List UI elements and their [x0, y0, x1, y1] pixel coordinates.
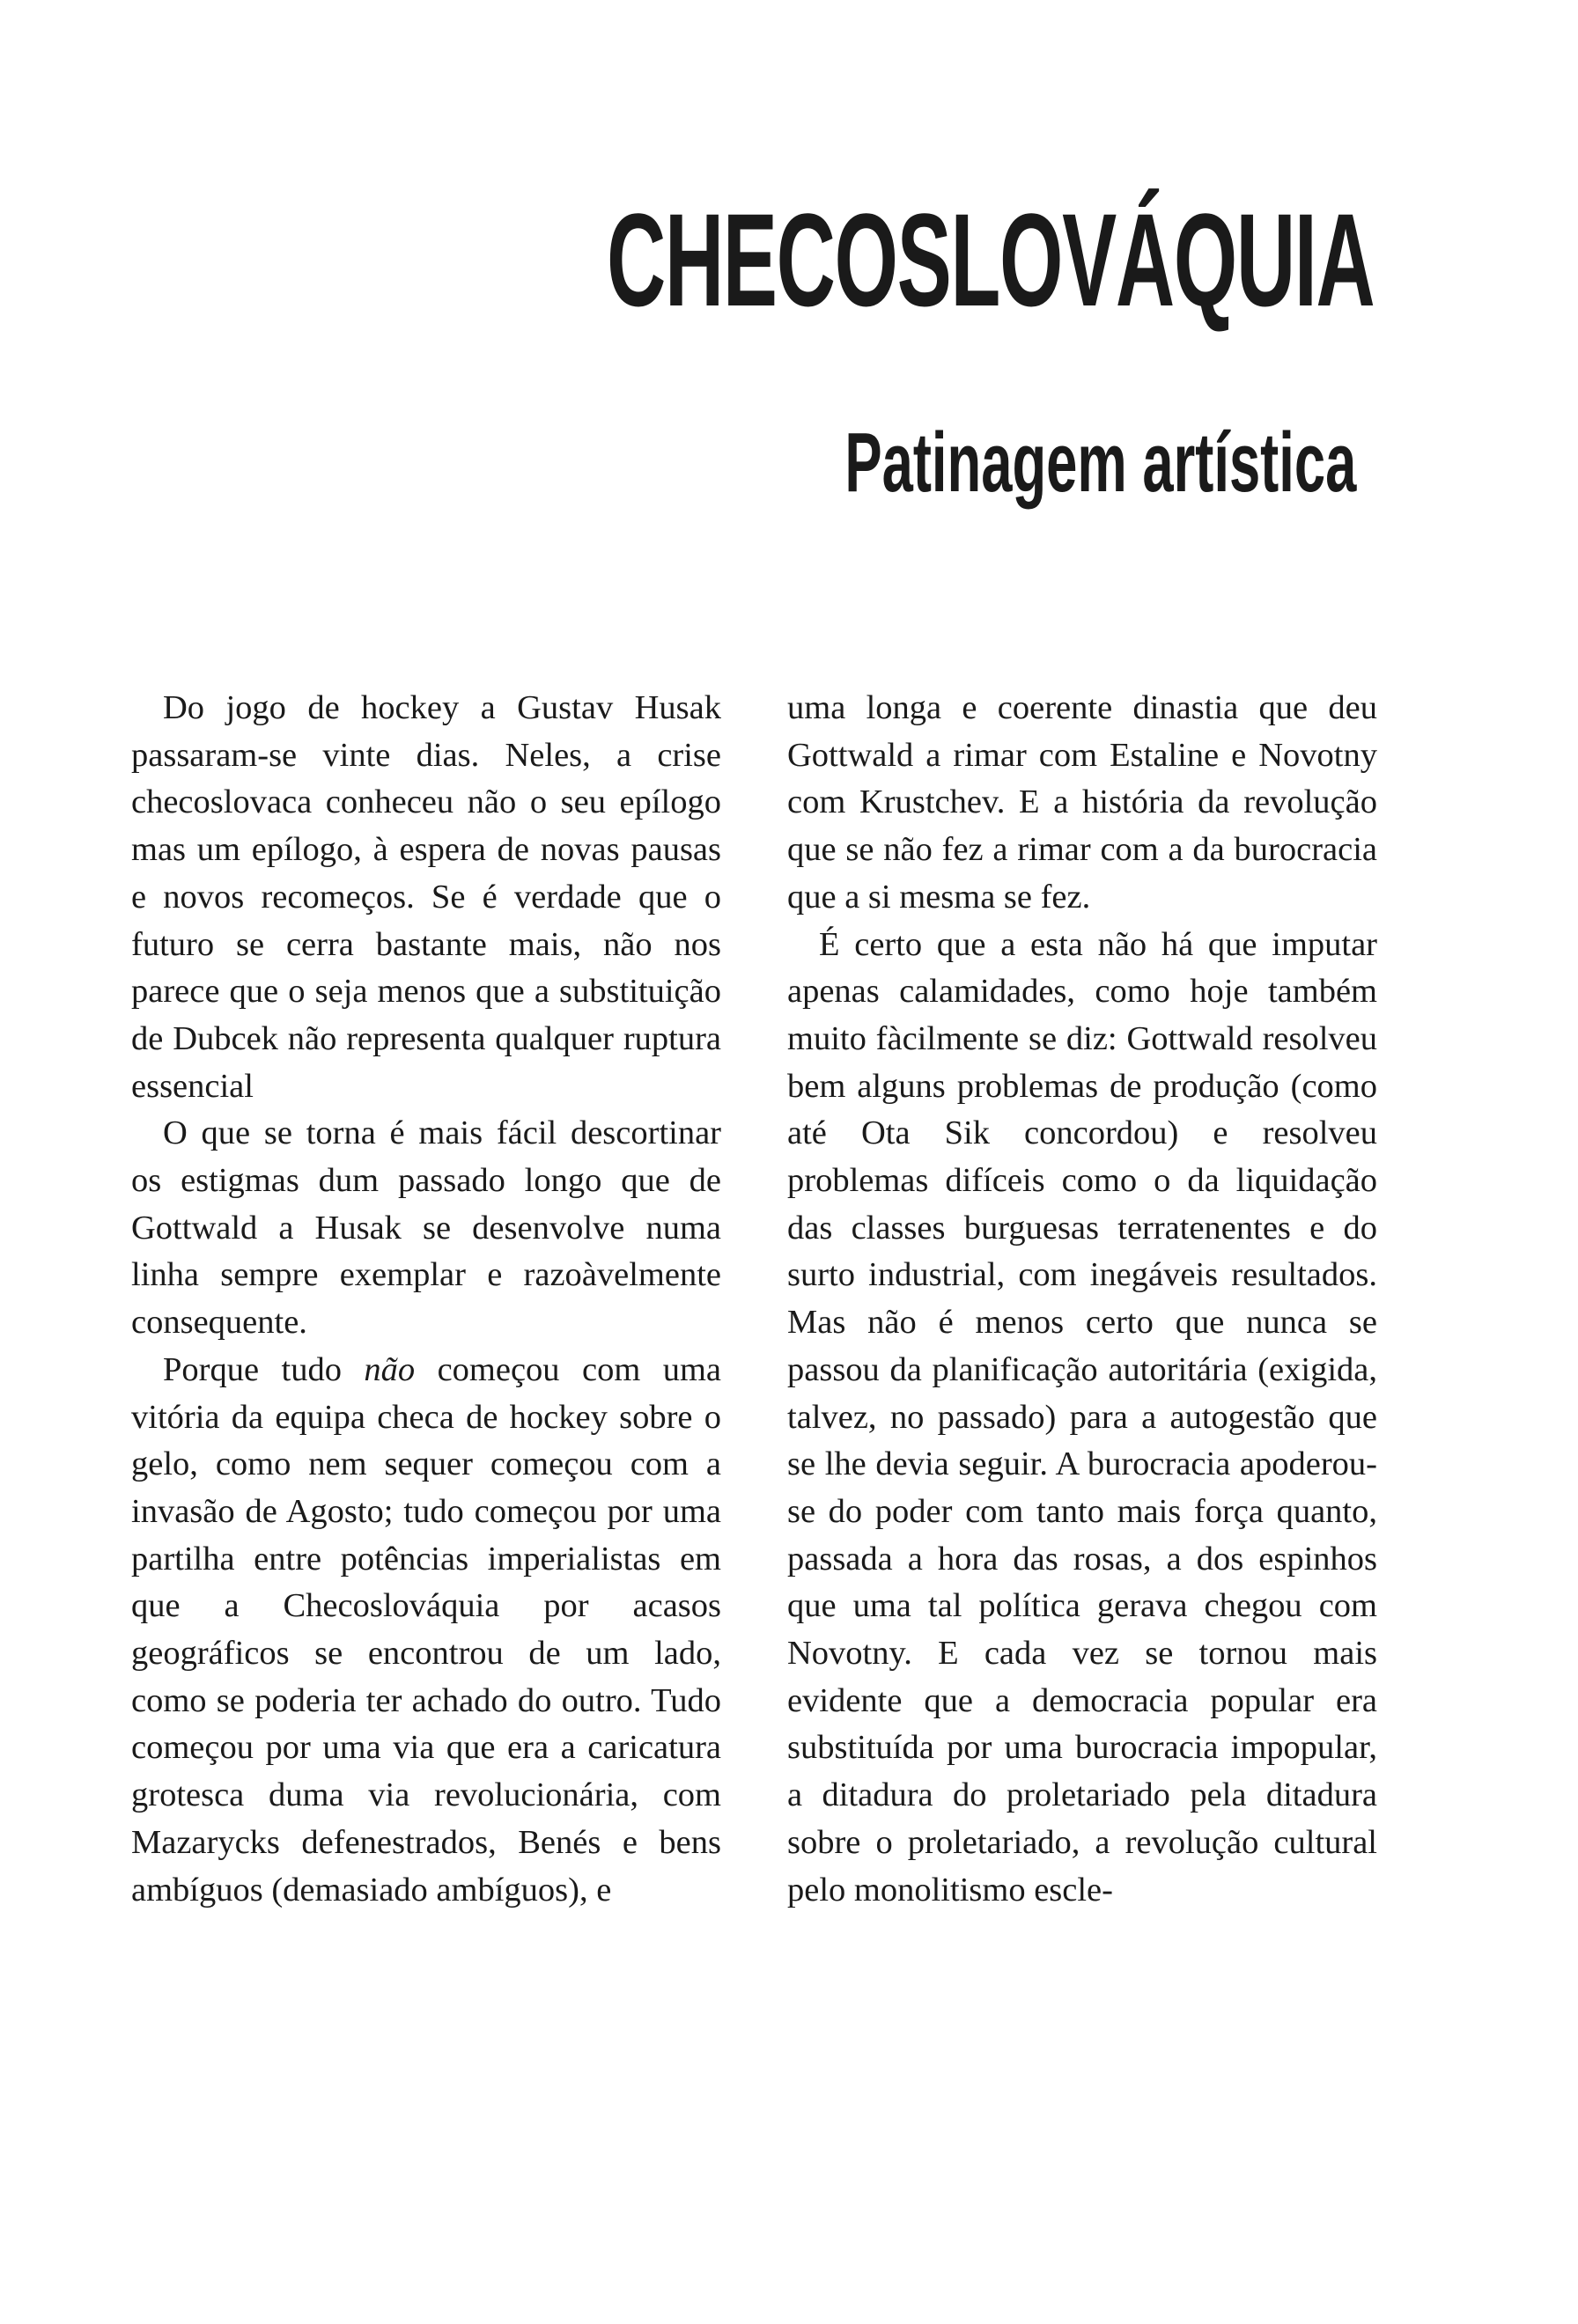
paragraph: [131, 1347, 721, 1914]
paragraph: É certo que a esta não há que imputar apenas calamidades, como hoje também muito fàcilmente se diz: Gottwald resolveu bem alguns problemas de produção (como até Ota Sik concordou) e resolveu problemas difíceis como o da liquidação das classes burguesas terratenentes e do surto industrial, com inegáveis resultados. Mas não é menos certo que nunca se passou da planificação autoritária (exigida, talvez, no passado) para a autogestão que se lhe devia seguir. A burocracia apoderou-se do poder com tanto mais força quanto, passada a hora das rosas, a dos espinhos que uma tal política gerava chegou com Novotny. E cada vez se tornou mais evidente que a democracia popular era substituída por uma burocracia impopular, a ditadura do proletariado pela ditadura sobre o proletariado, a revolução cultural pelo monolitismo escle-: [787, 925, 1377, 1908]
paragraph: O que se torna é mais fácil descortinar os estigmas dum passado longo que de Gottwald a Husak se desenvolve numa linha sempre exemplar e razoàvelmente consequente.: [131, 1114, 721, 1342]
left-column: [131, 685, 721, 1914]
paragraph: Do jogo de hockey a Gustav Husak passaram-se vinte dias. Neles, a crise checoslovaca conheceu não o seu epílogo mas um epílogo, à espera de novas pausas e novos recomeços. Se é verdade que o futuro se cerra bastante mais, não nos parece que o seja menos que a substituição de Dubcek não representa qualquer ruptura essencial: [131, 689, 721, 1105]
article-title: CHECOSLOVÁQUIA: [606, 186, 1374, 334]
paragraph-text: começou com uma vitória da equipa checa de hockey sobre o gelo, como nem sequer começou com a invasão de Agosto; tudo começou por uma partilha entre potências imperialistas em que a Checoslováquia por acasos geográficos se encontrou de um lado, como se poderia ter achado do outro. Tudo começou por uma via que era a caricatura grotesca duma via revolucionária, com Mazarycks defenestrados, Benés e bens ambíguos (demasiado ambíguos), e: [131, 1350, 721, 1908]
paragraph-text: Porque tudo: [163, 1350, 365, 1388]
paragraph: uma longa e coerente dinastia que deu Gottwald a rimar com Estaline e Novotny com Krustchev. E a história da revolução que se não fez a rimar com a da burocracia que a si mesma se fez.: [787, 689, 1377, 916]
emphasis-text: não: [364, 1350, 416, 1388]
article-subtitle: Patinagem artística: [844, 416, 1356, 510]
right-column: [787, 685, 1377, 1914]
